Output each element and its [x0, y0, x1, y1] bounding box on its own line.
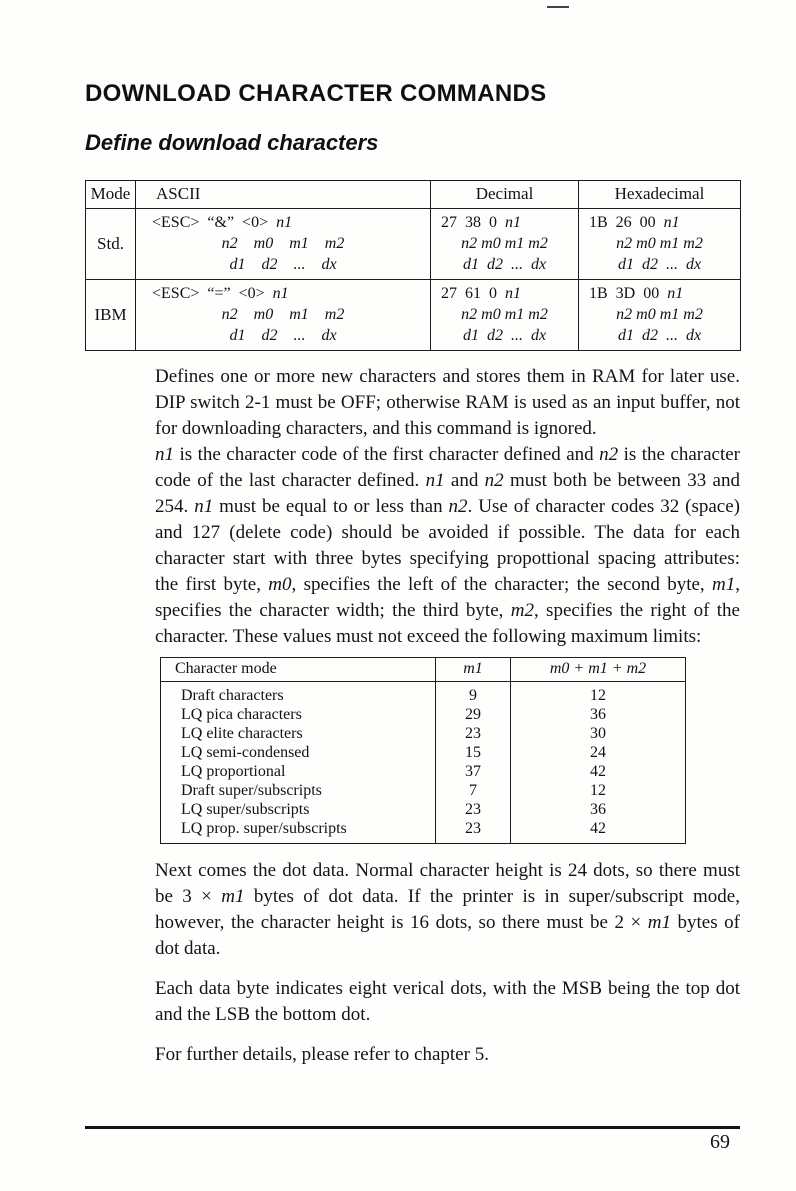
- code-line: d1 d2 ... dx: [462, 256, 547, 273]
- limits-value-cell: 36: [511, 705, 686, 724]
- limits-value-cell: 42: [511, 762, 686, 781]
- limits-mode-cell: Draft super/subscripts: [181, 782, 322, 799]
- limits-row: [161, 781, 686, 800]
- limits-mode-cell: LQ prop. super/subscripts: [181, 820, 347, 837]
- code-line: <ESC> “&” <0> n1: [152, 214, 293, 231]
- command-row: [86, 280, 741, 351]
- limits-value-cell: 15: [436, 743, 511, 762]
- code-line: n2 m0 m1 m2: [461, 235, 548, 252]
- hex-cell: [579, 280, 741, 351]
- limits-value-cell: 23: [436, 819, 511, 844]
- command-row: [86, 209, 741, 280]
- limits-row: [161, 705, 686, 724]
- limits-value-cell: 36: [511, 800, 686, 819]
- limits-value-cell: 7: [436, 781, 511, 800]
- limits-header-m1: m1: [436, 658, 511, 682]
- paragraph-definition: Defines one or more new characters and stores them in RAM for later use. DIP switch 2-1 must be OFF; otherwise RAM is used as an input buffer, not for downloading characters, and this command is ignored.: [155, 366, 740, 439]
- limits-value-cell: 37: [436, 762, 511, 781]
- ascii-cell: [136, 280, 431, 351]
- limits-table-body: [161, 682, 686, 844]
- limits-value-cell: 23: [436, 724, 511, 743]
- limits-value-cell: 23: [436, 800, 511, 819]
- code-line: n2 m0 m1 m2: [461, 306, 548, 323]
- mode-cell: Std.: [86, 209, 136, 280]
- code-line: n2 m0 m1 m2: [616, 235, 703, 252]
- limits-value-cell: 9: [436, 682, 511, 706]
- page-title: DOWNLOAD CHARACTER COMMANDS: [85, 80, 547, 107]
- limits-row: [161, 819, 686, 844]
- code-line: n2 m0 m1 m2: [221, 306, 345, 323]
- command-table-body: [86, 209, 741, 351]
- limits-mode-cell: Draft characters: [181, 687, 284, 704]
- code-line: 27 61 0 n1: [441, 285, 521, 302]
- code-line: 27 38 0 n1: [441, 214, 521, 231]
- limits-row: [161, 724, 686, 743]
- code-line: 1B 26 00 n1: [589, 214, 680, 231]
- limits-value-cell: 42: [511, 819, 686, 844]
- limits-value-cell: 24: [511, 743, 686, 762]
- scan-artifact-line: [547, 6, 569, 8]
- limits-header-character-mode: Character mode: [161, 658, 436, 682]
- code-line: d1 d2 ... dx: [462, 327, 547, 344]
- paragraph-further-details: For further details, please refer to chapter 5.: [155, 1044, 489, 1065]
- limits-mode-cell: LQ semi-condensed: [181, 744, 310, 761]
- limits-mode-cell: LQ elite characters: [181, 725, 303, 742]
- decimal-cell: [431, 280, 579, 351]
- code-line: d1 d2 ... dx: [229, 256, 337, 273]
- limits-mode-cell: LQ proportional: [181, 763, 286, 780]
- limits-header-sum: m0 + m1 + m2: [511, 658, 686, 682]
- code-line: 1B 3D 00 n1: [589, 285, 684, 302]
- command-table: [85, 180, 741, 351]
- command-table-header-row: [86, 181, 741, 209]
- page-number: 69: [710, 1131, 730, 1153]
- column-header-mode: Mode: [86, 181, 136, 209]
- code-line: <ESC> “=” <0> n1: [152, 285, 289, 302]
- mode-cell: IBM: [86, 280, 136, 351]
- limits-value-cell: 12: [511, 682, 686, 706]
- ascii-cell: [136, 209, 431, 280]
- paragraph-parameters: n1 is the character code of the first character defined and n2 is the character code of the last character defined. n1 and n2 must both be between 33 and 254. n1 must be equal to or less than n2. Use of character codes 32 (space) and 127 (delete code) should be avoided if possible. The data for each character start with three bytes specifying propottional spacing attributes: the first byte, m0, specifies the left of the character; the second byte, m1, specifies the character width; the third byte, m2, specifies the right of the character. These values must not exceed the following maximum limits:: [155, 444, 741, 647]
- limits-row: [161, 682, 686, 706]
- hex-cell: [579, 209, 741, 280]
- section-title: Define download characters: [85, 130, 379, 155]
- code-line: n2 m0 m1 m2: [221, 235, 345, 252]
- limits-row: [161, 762, 686, 781]
- limits-mode-cell: LQ super/subscripts: [181, 801, 310, 818]
- column-header-decimal: Decimal: [431, 181, 579, 209]
- page-footer: [85, 1126, 740, 1156]
- limits-row: [161, 743, 686, 762]
- column-header-ascii: ASCII: [136, 181, 431, 209]
- limits-value-cell: 30: [511, 724, 686, 743]
- code-line: d1 d2 ... dx: [617, 327, 702, 344]
- limits-row: [161, 800, 686, 819]
- limits-table-header-row: [161, 658, 686, 682]
- limits-value-cell: 29: [436, 705, 511, 724]
- limits-mode-cell: LQ pica characters: [181, 706, 302, 723]
- body-text: [155, 364, 740, 1068]
- column-header-hexadecimal: Hexadecimal: [579, 181, 741, 209]
- paragraph-dot-data: Next comes the dot data. Normal character height is 24 dots, so there must be 3 × m1 bytes of dot data. If the printer is in super/subscript mode, however, the character height is 16 dots, so there must be 2 × m1 bytes of dot data.: [155, 860, 740, 959]
- code-line: n2 m0 m1 m2: [616, 306, 703, 323]
- limits-value-cell: 12: [511, 781, 686, 800]
- limits-table: [160, 657, 686, 844]
- code-line: d1 d2 ... dx: [617, 256, 702, 273]
- code-line: d1 d2 ... dx: [229, 327, 337, 344]
- paragraph-data-byte: Each data byte indicates eight verical dots, with the MSB being the top dot and the LSB the bottom dot.: [155, 978, 740, 1025]
- decimal-cell: [431, 209, 579, 280]
